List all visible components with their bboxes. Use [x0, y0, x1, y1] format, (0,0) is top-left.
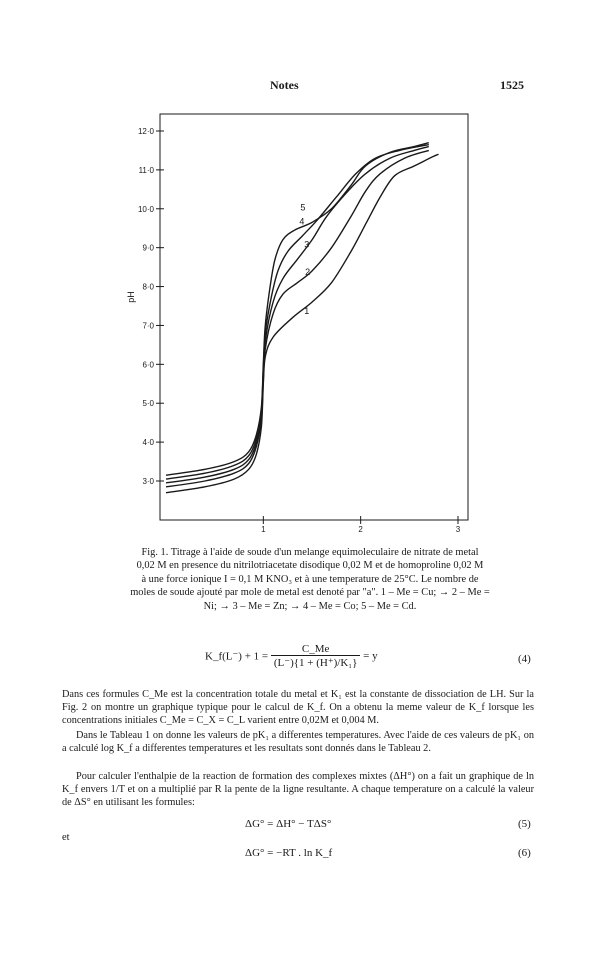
y-tick-label: 10·0: [137, 204, 154, 214]
caption-line: moles de soude ajouté par mole de metal est denoté par "a". 1 – Me = Cu; → 2 – Me =: [130, 587, 490, 599]
equation-4: [205, 643, 378, 669]
y-tick-label: 8·0: [142, 282, 154, 292]
y-tick-label: 5·0: [142, 399, 154, 409]
y-tick-label: 7·0: [142, 321, 154, 331]
eq4-numerator: C_Me: [271, 643, 361, 656]
x-tick-label: 1: [261, 525, 266, 534]
page-header-title: Notes: [270, 78, 299, 92]
caption-line: 0,02 M en presence du nitrilotriacetate disodique 0,02 M et de homoproline 0,02 M: [136, 560, 484, 572]
equation-5: ΔG° = ΔH° − TΔS°: [245, 818, 332, 830]
eq4-fraction: [271, 643, 361, 669]
eq6-number: (6): [518, 847, 531, 859]
series-label-4: 4: [299, 216, 305, 227]
series-curve-3: [166, 147, 429, 483]
y-tick-label: 9·0: [142, 243, 154, 253]
x-tick-label: 3: [455, 525, 461, 534]
y-axis-label: pH: [126, 291, 136, 303]
series-label-2: 2: [305, 266, 311, 277]
paragraph-2: Dans le Tableau 1 on donne les valeurs de pK₁ a differentes temperatures. Avec l'aide de ces valeurs de pK₁ on a calculé log K_f a differentes temperatures et les resultats sont donnés dans le Tableau 2.: [62, 730, 534, 755]
series-curve-4: [166, 145, 429, 480]
equation-6: ΔG° = −RT . ln K_f: [245, 847, 333, 859]
y-tick-label: 11·0: [138, 165, 154, 175]
eq4-number: (4): [518, 653, 531, 665]
figure-caption: [90, 546, 530, 613]
series-label-3: 3: [304, 239, 310, 250]
eq4-rhs: = y: [363, 650, 378, 662]
series-label-1: 1: [304, 305, 310, 316]
caption-line: à une force ionique I = 0,1 M KNO₃ et à une temperature de 25°C. Le nombre de: [141, 573, 479, 585]
plot-frame: [160, 114, 468, 520]
y-tick-label: 12·0: [137, 127, 154, 136]
caption-line: Ni; → 3 – Me = Zn; → 4 – Me = Co; 5 – Me = Cd.: [203, 600, 417, 612]
y-tick-label: 3·0: [142, 477, 154, 486]
paragraph-1: Dans ces formules C_Me est la concentration totale du metal et K₁ est la constante de dissociation de LH. Sur la Fig. 2 on montre un graphique typique pour le calcul de K_f. On a obtenu la meme valeur de K_f lorsque les concentrations initiales C_Me = C_X = C_L varient entre 0,02M et 0,004 M.: [62, 689, 534, 727]
eq5-number: (5): [518, 818, 531, 830]
y-tick-label: 6·0: [142, 360, 154, 370]
series-label-5: 5: [300, 202, 306, 213]
series-curve-5: [166, 143, 429, 476]
x-tick-label: 2: [358, 525, 363, 534]
eq4-lhs: K_f(L⁻) + 1 =: [205, 650, 269, 663]
series-curve-2: [166, 150, 429, 486]
eq4-denominator: (L⁻){1 + (H⁺)/K₁}: [273, 657, 358, 669]
connector-et: et: [62, 832, 70, 843]
page-number: 1525: [500, 78, 524, 92]
paragraph-3: Pour calculer l'enthalpie de la reaction de formation des complexes mixtes (ΔH°) on a fait un graphique de ln K_f envers 1/T et on a multiplié par R la pente de la ligne resultante. A chaque temperature on a calculé la valeur de ΔS° en utilisant les formules:: [62, 771, 534, 809]
y-tick-label: 4·0: [142, 438, 154, 448]
caption-line: Fig. 1. Titrage à l'aide de soude d'un melange equimoleculaire de nitrate de metal: [141, 547, 479, 558]
